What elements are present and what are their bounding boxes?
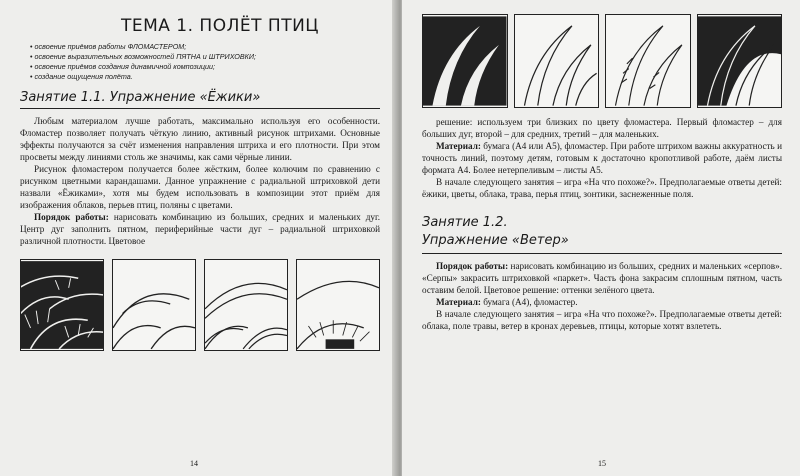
hedgehog-figure-2 — [112, 259, 196, 351]
paragraph — [422, 260, 782, 296]
sickle-filled-icon — [698, 15, 782, 107]
page-title: ТЕМА 1. ПОЛЁТ ПТИЦ — [120, 16, 319, 36]
right-page — [402, 0, 800, 476]
page-number: 14 — [190, 459, 198, 468]
paragraph-text: нарисовать комбинацию из больших, средних и маленьких дуг. Центр дуг заполнить пятном, периферийные части дуг – радиальной штриховкой различной плотности. Цветовое — [20, 212, 380, 246]
hedgehog-figure-1 — [20, 259, 104, 351]
sickle-drawing-icon — [423, 15, 507, 107]
arcs-striped-drawing-icon — [205, 260, 287, 350]
goal-item: • освоение приёмов работы ФЛОМАСТЕРОМ; — [30, 42, 380, 52]
paragraph-text: нарисовать комбинацию из больших, средних и маленьких «серпов». «Серпы» закрасить штриховкой «паркет». Часть фона закрасим сплошным пятном, часть оставим белой. Цветовое решение: оттенки зелёного цвета. — [422, 261, 783, 295]
paragraph: решение: используем три близких по цвету фломастера. Первый фломастер – для больших дуг, второй – для средних, третий – для маленьких. — [422, 117, 782, 139]
paragraph: В начале следующего занятия – игра «На что похоже?». Предполагаемые ответы детей: ёжики, цветы, облака, трава, перья птиц, зонтики, заснеженные поля. — [422, 177, 782, 199]
paragraph: Рисунок фломастером получается более жёстким, более колючим по сравнению с рисунком цветными карандашами. Данное упражнение с радиальной штриховкой дети назвали «Ёжиками», хотя мы будем использовать в композиции этот приём для изображения облаков, перьев птиц, поляны с цветами. — [20, 164, 380, 210]
lesson-title: Занятие 1.1. Упражнение «Ёжики» — [20, 90, 380, 109]
paragraph-lead: Материал: — [436, 141, 481, 151]
hedgehog-drawing-icon — [21, 260, 103, 350]
lesson-title-line: Занятие 1.2. — [422, 215, 508, 230]
hedgehog-illustrations — [20, 259, 380, 351]
paragraph-text: бумага (А4 или А5), фломастер. При работе штрихом важны аккуратность и точность линий, поэтому детям, готовым к достаточно кропотливой работе, даём листы формата А4. Более нетерпеливым – листы А5. — [422, 141, 782, 175]
goal-item: • создание ощущения полёта. — [30, 72, 380, 82]
paragraph-lead: Порядок работы: — [436, 261, 509, 271]
wind-illustrations — [422, 14, 782, 108]
arcs-hatched-drawing-icon — [297, 260, 379, 350]
paragraph — [422, 296, 782, 308]
left-page — [0, 0, 398, 476]
paragraph: В начале следующего занятия – игра «На что похоже?». Предполагаемые ответы детей: облака, поле травы, ветер в кронах деревьев, птицы, которые хотят взлететь. — [422, 309, 782, 331]
wind-figure-1 — [422, 14, 508, 108]
sickle-parquet-icon — [606, 15, 690, 107]
hedgehog-figure-4 — [296, 259, 380, 351]
paragraph — [422, 140, 782, 176]
lesson-title-line: Упражнение «Ветер» — [422, 233, 569, 248]
paragraph: Любым материалом лучше работать, максимально используя его особенности. Фломастер позволяет получать чёткую линию, активный рисунок штрихами. Основные эффекты получаются за счёт изменения направления штриха и его плотности. При этом просветы между линиями столь же значимы, как сами чёрные линии. — [20, 116, 380, 162]
wind-figure-4 — [697, 14, 783, 108]
sickle-outline-icon — [515, 15, 599, 107]
paragraph-lead: Порядок работы: — [34, 212, 109, 222]
page-number: 15 — [598, 459, 606, 468]
goal-item: • освоение выразительных возможностей ПЯТНА и ШТРИХОВКИ; — [30, 52, 380, 62]
goal-item: • освоение приёмов создания динамичной композиции; — [30, 62, 380, 72]
wind-figure-2 — [514, 14, 600, 108]
paragraph-text: бумага (А4), фломастер. — [480, 297, 578, 307]
paragraph — [20, 211, 380, 247]
lesson-title — [422, 214, 782, 254]
wind-figure-3 — [605, 14, 691, 108]
goals-list — [30, 42, 380, 82]
paragraph-lead: Материал: — [436, 297, 481, 307]
hedgehog-figure-3 — [204, 259, 288, 351]
arcs-drawing-icon — [113, 260, 195, 350]
